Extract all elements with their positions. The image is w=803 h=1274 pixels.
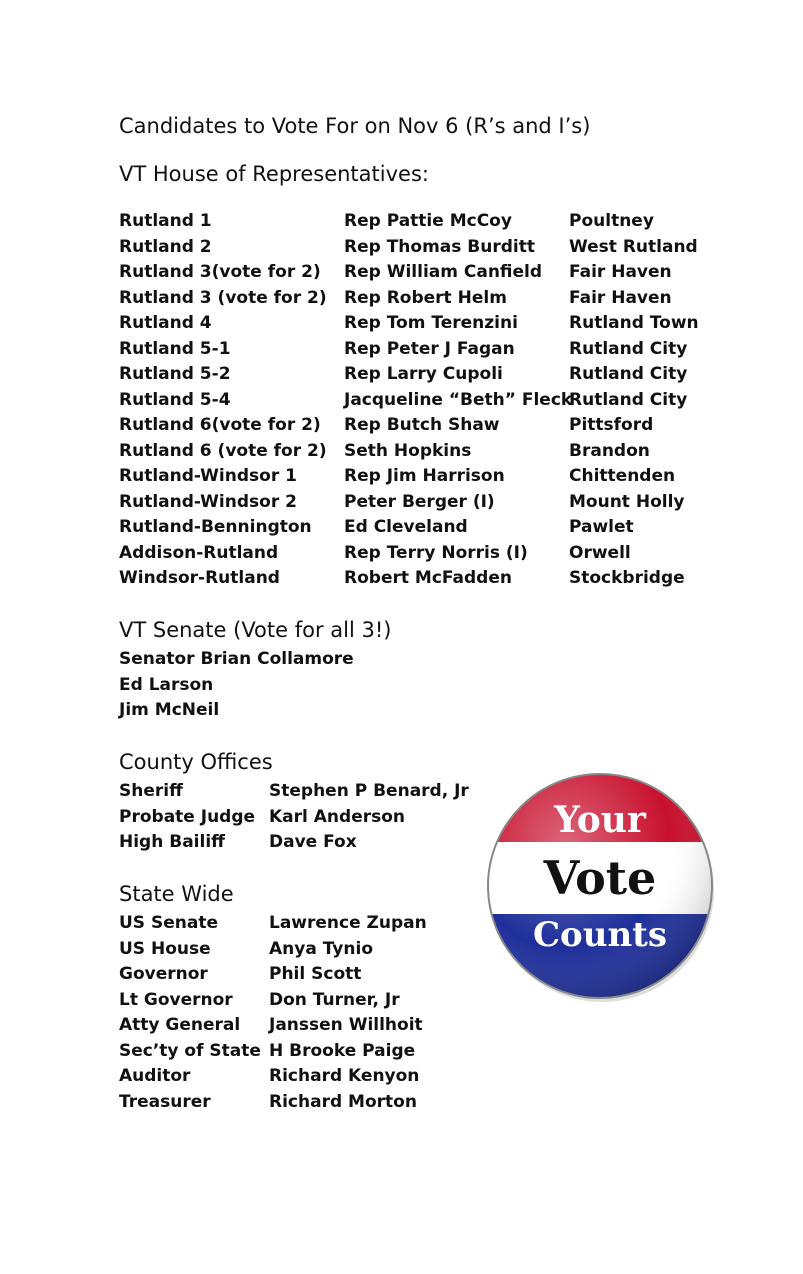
town-cell: Poultney: [569, 211, 654, 231]
town-cell: Pittsford: [569, 415, 654, 435]
district-cell: Rutland-Bennington: [119, 517, 312, 537]
town-cell: Fair Haven: [569, 287, 672, 308]
senator-name: Jim McNeil: [119, 700, 220, 720]
town-cell: Pawlet: [569, 517, 634, 537]
town-cell: Rutland City: [569, 389, 688, 410]
office-cell: High Bailiff: [119, 832, 225, 852]
candidate-cell: Rep Tom Terenzini: [344, 313, 518, 333]
town-cell: Fair Haven: [569, 262, 672, 282]
candidate-cell: Rep William Canfield: [344, 262, 543, 282]
senator-name: Ed Larson: [119, 674, 214, 695]
candidate-cell: Anya Tynio: [269, 938, 374, 959]
badge-top-word: Your: [554, 799, 646, 841]
candidate-cell: Richard Morton: [269, 1091, 417, 1112]
district-cell: Rutland 5-4: [119, 389, 231, 410]
district-cell: Rutland 5-1: [119, 338, 231, 359]
town-cell: Rutland Town: [569, 313, 699, 333]
district-cell: Rutland 3 (vote for 2): [119, 287, 327, 308]
senator-name: Senator Brian Collamore: [119, 649, 354, 669]
office-cell: Sec’ty of State: [119, 1040, 261, 1061]
candidate-cell: Lawrence Zupan: [269, 913, 427, 933]
district-cell: Rutland 4: [119, 313, 212, 333]
district-cell: Rutland 2: [119, 236, 212, 257]
district-cell: Rutland 5-2: [119, 364, 231, 384]
candidate-cell: Karl Anderson: [269, 806, 406, 827]
candidate-cell: Rep Butch Shaw: [344, 415, 500, 435]
town-cell: West Rutland: [569, 236, 698, 257]
candidate-cell: Stephen P Benard, Jr: [269, 781, 469, 801]
town-cell: Chittenden: [569, 466, 676, 486]
candidate-cell: Rep Larry Cupoli: [344, 364, 503, 384]
office-cell: Auditor: [119, 1066, 191, 1086]
town-cell: Brandon: [569, 440, 650, 461]
office-cell: US House: [119, 938, 211, 959]
house-heading: VT House of Representatives:: [119, 162, 429, 186]
district-cell: Addison-Rutland: [119, 542, 279, 563]
candidate-cell: Jacqueline “Beth” Fleck: [344, 389, 573, 410]
badge-middle-word: Vote: [543, 851, 657, 905]
your-vote-counts-badge: [484, 770, 716, 1006]
candidate-cell: Robert McFadden: [344, 568, 512, 588]
statewide-heading: State Wide: [119, 882, 234, 906]
candidate-cell: Rep Jim Harrison: [344, 466, 505, 486]
page-title: Candidates to Vote For on Nov 6 (R’s and I’s): [119, 114, 591, 138]
district-cell: Rutland-Windsor 1: [119, 466, 297, 486]
office-cell: Governor: [119, 964, 208, 984]
office-cell: Lt Governor: [119, 989, 233, 1010]
candidate-cell: Rep Terry Norris (I): [344, 542, 528, 563]
district-cell: Windsor-Rutland: [119, 568, 280, 588]
town-cell: Rutland City: [569, 364, 688, 384]
badge-bottom-word: Counts: [532, 915, 668, 955]
district-cell: Rutland 6 (vote for 2): [119, 440, 327, 461]
office-cell: Atty General: [119, 1015, 241, 1035]
senate-heading: VT Senate (Vote for all 3!): [119, 618, 392, 642]
candidate-cell: Seth Hopkins: [344, 440, 472, 461]
office-cell: Treasurer: [119, 1091, 211, 1112]
candidate-cell: Rep Thomas Burditt: [344, 236, 536, 257]
county-heading: County Offices: [119, 750, 273, 774]
candidate-cell: Richard Kenyon: [269, 1066, 420, 1086]
candidate-cell: Phil Scott: [269, 964, 362, 984]
office-cell: Sheriff: [119, 781, 183, 801]
candidate-cell: Ed Cleveland: [344, 517, 468, 537]
town-cell: Stockbridge: [569, 568, 685, 588]
candidate-cell: Rep Peter J Fagan: [344, 338, 515, 359]
town-cell: Rutland City: [569, 338, 688, 359]
district-cell: Rutland 6(vote for 2): [119, 415, 321, 435]
district-cell: Rutland 3(vote for 2): [119, 262, 321, 282]
district-cell: Rutland-Windsor 2: [119, 491, 297, 512]
town-cell: Orwell: [569, 542, 631, 563]
candidate-cell: Rep Robert Helm: [344, 287, 507, 308]
district-cell: Rutland 1: [119, 211, 212, 231]
candidate-cell: Rep Pattie McCoy: [344, 211, 512, 231]
candidate-cell: Janssen Willhoit: [269, 1015, 423, 1035]
candidate-cell: Don Turner, Jr: [269, 989, 400, 1010]
candidate-cell: H Brooke Paige: [269, 1040, 416, 1061]
office-cell: US Senate: [119, 913, 218, 933]
office-cell: Probate Judge: [119, 806, 256, 827]
candidate-cell: Peter Berger (I): [344, 491, 495, 512]
town-cell: Mount Holly: [569, 491, 685, 512]
candidate-cell: Dave Fox: [269, 832, 357, 852]
